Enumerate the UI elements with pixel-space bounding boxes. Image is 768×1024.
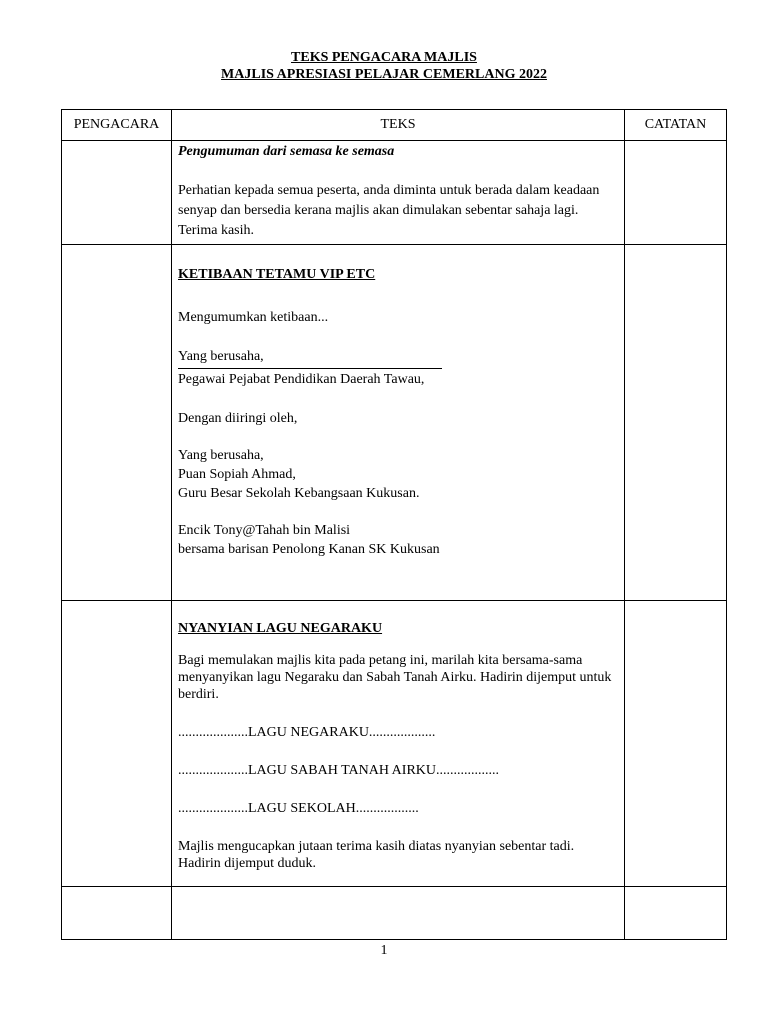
document-subtitle: MAJLIS APRESIASI PELAJAR CEMERLANG 2022 (221, 67, 547, 82)
vip-heading: KETIBAAN TETAMU VIP ETC (178, 267, 376, 282)
vip-announce: Mengumumkan ketibaan... (178, 310, 329, 325)
teks-cell (172, 887, 625, 940)
document-title: TEKS PENGACARA MAJLIS (291, 50, 477, 65)
anthem-closing: Majlis mengucapkan jutaan terima kasih diatas nyanyian sebentar tadi. Hadirin dijemput duduk. (178, 839, 575, 871)
song-negaraku: ....................LAGU NEGARAKU................... (178, 725, 436, 740)
vip-role-1: Guru Besar Sekolah Kebangsaan Kukusan. (178, 486, 420, 501)
catatan-cell (625, 887, 727, 940)
teks-cell (172, 245, 625, 601)
pengacara-cell (62, 601, 172, 887)
vip-role-2: bersama barisan Penolong Kanan SK Kukusan (178, 542, 440, 557)
vip-honorific-1: Yang berusaha, (178, 349, 264, 364)
catatan-cell (625, 245, 727, 601)
vip-honorific-2: Yang berusaha, (178, 448, 264, 463)
table-row (62, 887, 727, 940)
teks-cell (172, 141, 625, 245)
vip-name-1: Puan Sopiah Ahmad, (178, 467, 296, 482)
table-row (62, 141, 727, 245)
catatan-cell (625, 141, 727, 245)
announcement-text: Perhatian kepada semua peserta, anda diminta untuk berada dalam keadaan senyap dan bersedia kerana majlis akan dimulakan sebentar sahaja lagi. Terima kasih. (178, 183, 600, 238)
table-header-row (62, 110, 727, 141)
table-row (62, 245, 727, 601)
vip-name-2: Encik Tony@Tahah bin Malisi (178, 523, 351, 538)
teks-cell (172, 601, 625, 887)
anthem-heading: NYANYIAN LAGU NEGARAKU (178, 621, 383, 636)
signature-line (178, 368, 442, 369)
header-pengacara: PENGACARA (62, 110, 172, 141)
vip-officer: Pegawai Pejabat Pendidikan Daerah Tawau, (178, 372, 425, 387)
song-sekolah: ....................LAGU SEKOLAH.................. (178, 801, 419, 816)
catatan-cell (625, 601, 727, 887)
pengacara-cell (62, 887, 172, 940)
script-table (61, 109, 727, 940)
pengacara-cell (62, 141, 172, 245)
vip-accompanied: Dengan diiringi oleh, (178, 411, 298, 426)
header-catatan: CATATAN (625, 110, 727, 141)
announcement-heading: Pengumuman dari semasa ke semasa (178, 144, 395, 159)
table-row (62, 601, 727, 887)
song-sabah-tanah-airku: ....................LAGU SABAH TANAH AIRKU.................. (178, 763, 500, 778)
header-teks: TEKS (172, 110, 625, 141)
anthem-intro: Bagi memulakan majlis kita pada petang ini, marilah kita bersama-sama menyanyikan lagu Negaraku dan Sabah Tanah Airku. Hadirin dijemput untuk berdiri. (178, 653, 612, 702)
pengacara-cell (62, 245, 172, 601)
page-number: 1 (380, 943, 388, 958)
